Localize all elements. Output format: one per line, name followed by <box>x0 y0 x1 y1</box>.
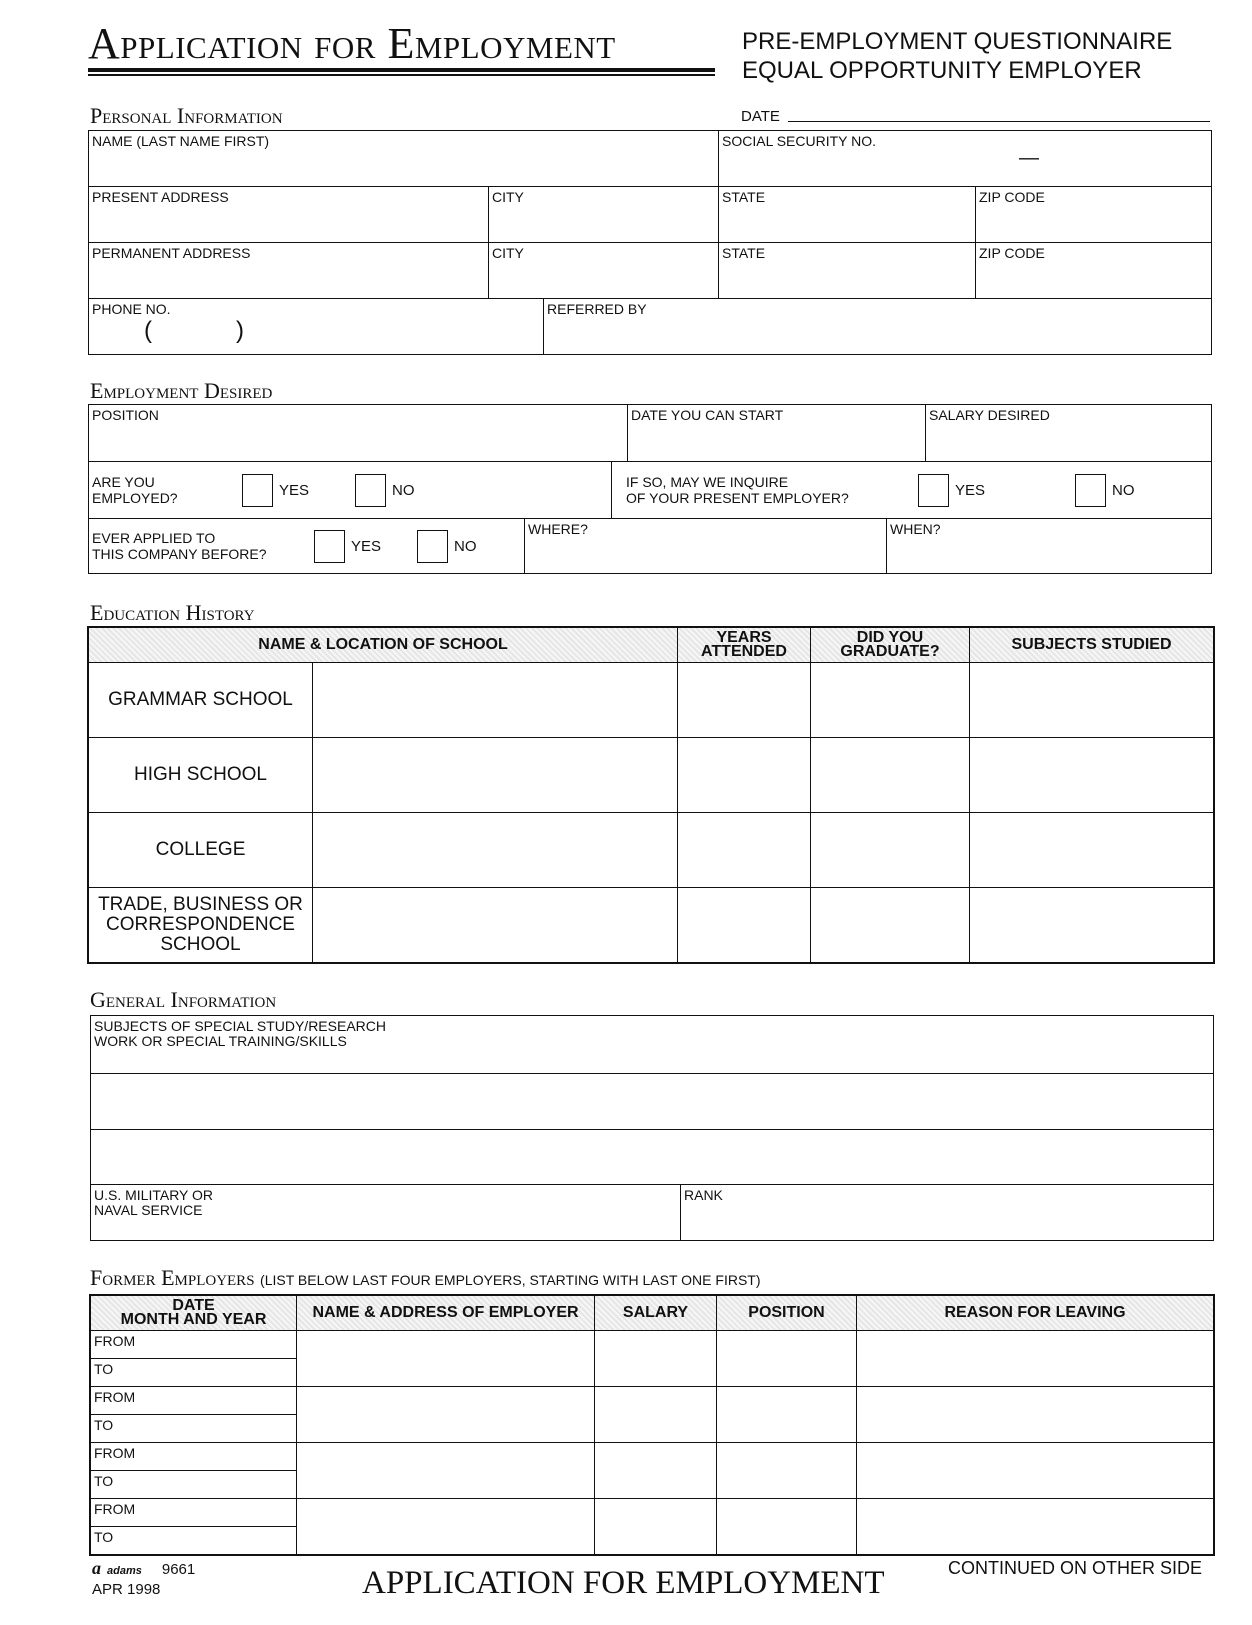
applied-q-line2: THIS COMPANY BEFORE? <box>92 546 267 562</box>
employed-no-label: NO <box>392 481 415 499</box>
inquire-yes-checkbox[interactable] <box>918 474 949 507</box>
title-rule <box>88 68 715 72</box>
employer1-from-field[interactable]: FROM <box>91 1331 297 1359</box>
permanent-address-label: PERMANENT ADDRESS <box>92 245 251 261</box>
grammar-school-name-field[interactable] <box>313 663 678 738</box>
section-title-general: General Information <box>90 987 277 1012</box>
personal-info-table <box>88 130 1212 299</box>
table-row <box>91 1331 1214 1359</box>
brand-name: adams <box>107 1565 142 1577</box>
college-years-field[interactable] <box>678 813 811 888</box>
employer3-position-field[interactable] <box>717 1443 857 1499</box>
subtitle-eoe: EQUAL OPPORTUNITY EMPLOYER <box>742 57 1142 84</box>
employer1-to-field[interactable]: TO <box>91 1359 297 1387</box>
subtitle-questionnaire: PRE-EMPLOYMENT QUESTIONNAIRE <box>742 28 1173 55</box>
name-label: NAME (LAST NAME FIRST) <box>92 133 270 149</box>
section-title-personal: Personal Information <box>90 103 283 128</box>
title-rule-thin <box>88 74 715 76</box>
high-graduate-field[interactable] <box>811 738 970 813</box>
trade-graduate-field[interactable] <box>811 888 970 963</box>
high-school-name-field[interactable] <box>313 738 678 813</box>
inquire-yes-label: YES <box>955 481 986 499</box>
when-field[interactable] <box>887 519 1212 574</box>
employer3-to-field[interactable]: TO <box>91 1471 297 1499</box>
employment-status-table <box>88 461 1212 519</box>
inquire-q-line2: OF YOUR PRESENT EMPLOYER? <box>626 490 849 506</box>
emp-header-reason: REASON FOR LEAVING <box>857 1296 1214 1331</box>
referred-by-field[interactable] <box>544 299 1212 355</box>
ssn-label: SOCIAL SECURITY NO. <box>722 133 877 149</box>
where-field[interactable] <box>525 519 887 574</box>
former-note: (LIST BELOW LAST FOUR EMPLOYERS, STARTING WITH LAST ONE FIRST) <box>260 1272 761 1288</box>
ssn-dash: — <box>1019 147 1039 169</box>
brand-mark <box>92 1558 195 1579</box>
present-address-label: PRESENT ADDRESS <box>92 189 229 205</box>
employer4-to-field[interactable]: TO <box>91 1527 297 1555</box>
section-title-education: Education History <box>90 600 255 625</box>
emp-header-salary: SALARY <box>595 1296 717 1331</box>
high-subjects-field[interactable] <box>970 738 1214 813</box>
employer2-to-field[interactable]: TO <box>91 1415 297 1443</box>
position-field[interactable] <box>89 405 628 462</box>
college-graduate-field[interactable] <box>811 813 970 888</box>
special-study-line-3[interactable] <box>91 1130 1214 1185</box>
applied-q-line1: EVER APPLIED TO <box>92 530 216 546</box>
special-study-line2: WORK OR SPECIAL TRAINING/SKILLS <box>94 1033 347 1049</box>
inquire-no-checkbox[interactable] <box>1075 474 1106 507</box>
present-address-field[interactable] <box>89 187 489 243</box>
table-row <box>89 663 1214 738</box>
emp-header-employer: NAME & ADDRESS OF EMPLOYER <box>297 1296 595 1331</box>
employer2-from-field[interactable]: FROM <box>91 1387 297 1415</box>
military-line2: NAVAL SERVICE <box>94 1202 203 1218</box>
footer-title: APPLICATION FOR EMPLOYMENT <box>362 1565 885 1601</box>
state-label: STATE <box>722 189 766 205</box>
phone-label: PHONE NO. <box>92 301 171 317</box>
name-field[interactable] <box>89 131 719 187</box>
trade-years-field[interactable] <box>678 888 811 963</box>
inquire-q-line1: IF SO, MAY WE INQUIRE <box>626 474 789 490</box>
rank-field[interactable] <box>681 1185 1214 1241</box>
college-name-field[interactable] <box>313 813 678 888</box>
employer3-name-field[interactable] <box>297 1443 595 1499</box>
salary-desired-label: SALARY DESIRED <box>929 407 1050 423</box>
grammar-graduate-field[interactable] <box>811 663 970 738</box>
employer2-reason-field[interactable] <box>857 1387 1214 1443</box>
table-row <box>91 1499 1214 1527</box>
employer2-name-field[interactable] <box>297 1387 595 1443</box>
permanent-address-field[interactable] <box>89 243 489 299</box>
edu-header-school: NAME & LOCATION OF SCHOOL <box>89 628 678 663</box>
edu-header-graduate: DID YOU GRADUATE? <box>811 628 970 663</box>
phone-referral-table <box>88 298 1212 355</box>
adams-logo: a <box>92 1558 101 1578</box>
edu-row-grammar: GRAMMAR SCHOOL <box>89 663 313 738</box>
form-date: APR 1998 <box>92 1581 161 1598</box>
employer1-salary-field[interactable] <box>595 1331 717 1387</box>
employed-no-checkbox[interactable] <box>355 474 386 507</box>
table-row <box>91 1443 1214 1471</box>
employed-yes-label: YES <box>279 481 310 499</box>
employer1-name-field[interactable] <box>297 1331 595 1387</box>
edu-header-years: YEARS ATTENDED <box>678 628 811 663</box>
employed-question <box>89 462 612 519</box>
zip-label: ZIP CODE <box>979 189 1045 205</box>
emp-header-position: POSITION <box>717 1296 857 1331</box>
ssn-field[interactable] <box>719 131 1212 187</box>
employer2-position-field[interactable] <box>717 1387 857 1443</box>
table-row <box>89 813 1214 888</box>
general-info-table <box>90 1015 1214 1241</box>
employer4-name-field[interactable] <box>297 1499 595 1555</box>
city-label: CITY <box>492 189 524 205</box>
grammar-years-field[interactable] <box>678 663 811 738</box>
special-study-field[interactable] <box>91 1016 1214 1074</box>
date-field[interactable] <box>788 121 1210 122</box>
continued-note: CONTINUED ON OTHER SIDE <box>948 1558 1203 1578</box>
emp-header-date: DATE MONTH AND YEAR <box>91 1296 297 1331</box>
table-row <box>91 1387 1214 1415</box>
rank-label: RANK <box>684 1187 723 1203</box>
position-label: POSITION <box>92 407 159 423</box>
present-state-field[interactable] <box>719 187 976 243</box>
permanent-state-field[interactable] <box>719 243 976 299</box>
inquire-no-label: NO <box>1112 481 1135 499</box>
employer1-reason-field[interactable] <box>857 1331 1214 1387</box>
employment-position-table <box>88 404 1212 462</box>
phone-close-paren: ) <box>236 317 244 344</box>
inquire-question <box>612 462 1212 519</box>
employer3-from-field[interactable]: FROM <box>91 1443 297 1471</box>
employer4-salary-field[interactable] <box>595 1499 717 1555</box>
former-title: Former Employers <box>90 1265 255 1290</box>
employer3-salary-field[interactable] <box>595 1443 717 1499</box>
employer4-from-field[interactable]: FROM <box>91 1499 297 1527</box>
applied-question <box>89 519 525 574</box>
edu-row-trade: TRADE, BUSINESS OR CORRESPONDENCE SCHOOL <box>89 888 313 963</box>
edu-header-subjects: SUBJECTS STUDIED <box>970 628 1214 663</box>
permanent-city-field[interactable] <box>489 243 719 299</box>
former-employers-table <box>90 1295 1214 1555</box>
salary-desired-field[interactable] <box>926 405 1212 462</box>
referred-label: REFERRED BY <box>547 301 647 317</box>
employer1-position-field[interactable] <box>717 1331 857 1387</box>
applied-before-table <box>88 518 1212 574</box>
present-zip-field[interactable] <box>976 187 1212 243</box>
start-date-label: DATE YOU CAN START <box>631 407 784 423</box>
where-label: WHERE? <box>528 521 588 537</box>
city-label: CITY <box>492 245 524 261</box>
form-number: 9661 <box>161 1561 196 1578</box>
edu-row-college: COLLEGE <box>89 813 313 888</box>
section-title-employment: Employment Desired <box>90 378 273 403</box>
phone-field[interactable] <box>89 299 544 355</box>
grammar-subjects-field[interactable] <box>970 663 1214 738</box>
applied-no-checkbox[interactable] <box>417 530 448 563</box>
edu-row-high: HIGH SCHOOL <box>89 738 313 813</box>
employer4-reason-field[interactable] <box>857 1499 1214 1555</box>
high-years-field[interactable] <box>678 738 811 813</box>
employed-yes-checkbox[interactable] <box>242 474 273 507</box>
phone-open-paren: ( <box>144 317 152 344</box>
education-table <box>88 627 1214 963</box>
section-title-former <box>90 1265 761 1291</box>
present-city-field[interactable] <box>489 187 719 243</box>
employer2-salary-field[interactable] <box>595 1387 717 1443</box>
special-study-line1: SUBJECTS OF SPECIAL STUDY/RESEARCH <box>94 1018 386 1034</box>
trade-name-field[interactable] <box>313 888 678 963</box>
table-row <box>89 888 1214 963</box>
military-line1: U.S. MILITARY OR <box>94 1187 214 1203</box>
applied-no-label: NO <box>454 537 477 555</box>
trade-subjects-field[interactable] <box>970 888 1214 963</box>
employer4-position-field[interactable] <box>717 1499 857 1555</box>
employed-q-line1: ARE YOU <box>92 474 155 490</box>
college-subjects-field[interactable] <box>970 813 1214 888</box>
state-label: STATE <box>722 245 766 261</box>
military-service-field[interactable] <box>91 1185 681 1241</box>
special-study-line-2[interactable] <box>91 1074 1214 1130</box>
employed-q-line2: EMPLOYED? <box>92 490 178 506</box>
employer3-reason-field[interactable] <box>857 1443 1214 1499</box>
form-title: Application for Employment <box>88 19 616 68</box>
permanent-zip-field[interactable] <box>976 243 1212 299</box>
when-label: WHEN? <box>890 521 941 537</box>
zip-label: ZIP CODE <box>979 245 1045 261</box>
applied-yes-checkbox[interactable] <box>314 530 345 563</box>
start-date-field[interactable] <box>628 405 926 462</box>
table-row <box>89 738 1214 813</box>
date-label: DATE <box>741 108 780 125</box>
applied-yes-label: YES <box>351 537 382 555</box>
